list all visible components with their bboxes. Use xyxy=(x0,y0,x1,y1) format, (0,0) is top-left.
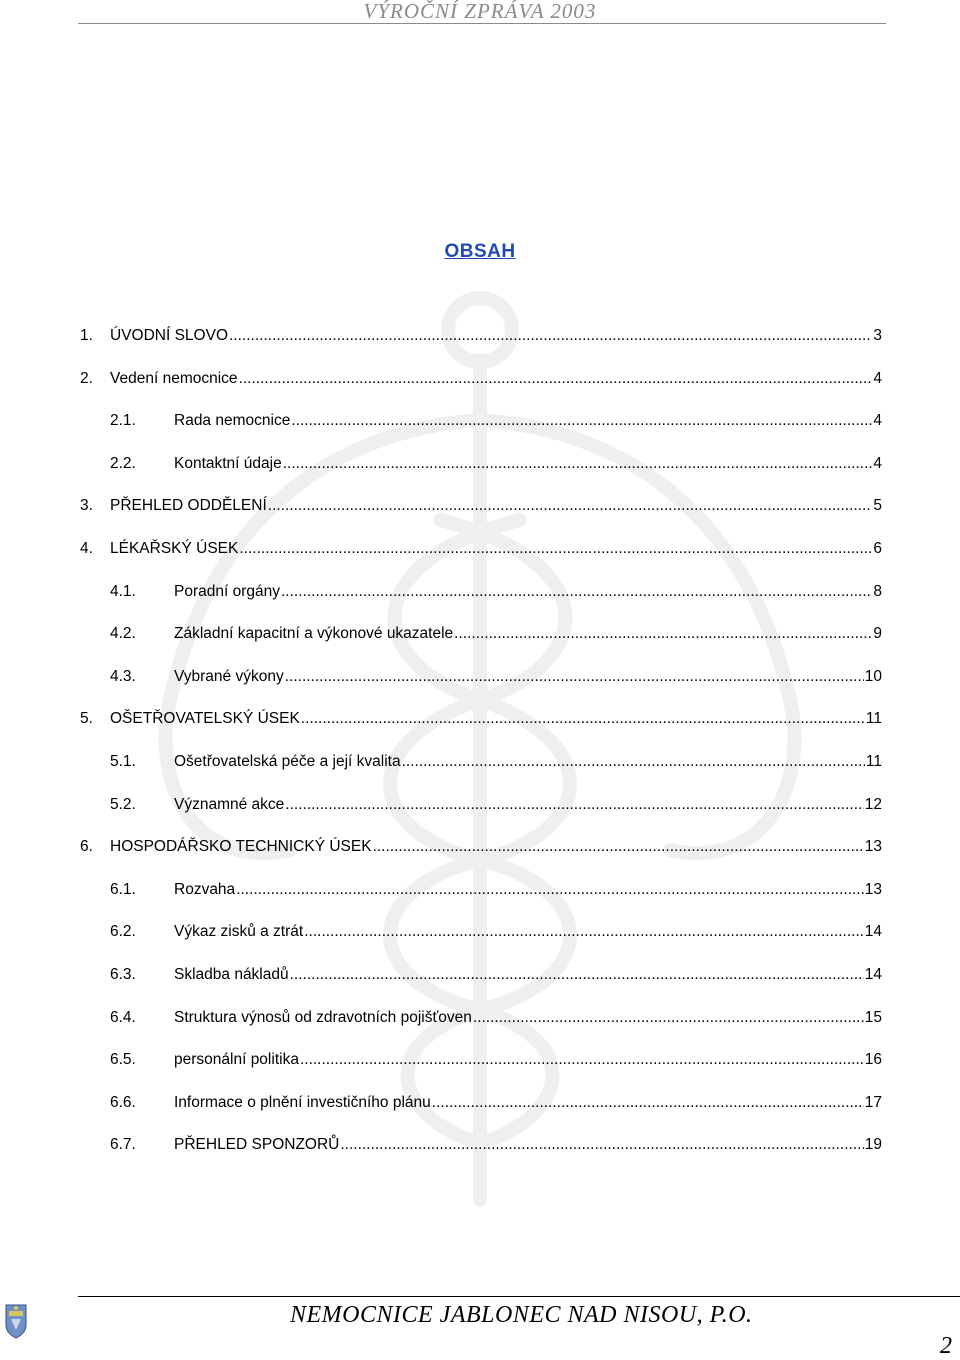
toc-leader-dots xyxy=(454,625,872,643)
toc-entry-label: Vedení nemocnice xyxy=(110,370,238,387)
toc-entry-number: 6.5. xyxy=(110,1051,136,1068)
toc-leader-dots xyxy=(304,923,864,941)
toc-entry[interactable] xyxy=(80,370,882,390)
toc-entry-page: 6 xyxy=(873,540,882,557)
toc-leader-dots xyxy=(285,668,864,686)
toc-entry[interactable] xyxy=(80,838,882,858)
toc-entry-page: 19 xyxy=(864,1136,882,1153)
toc-entry-label: Vybrané výkony xyxy=(174,668,284,685)
header-title: VÝROČNÍ ZPRÁVA 2003 xyxy=(363,0,597,23)
toc-entry-label: Struktura výnosů od zdravotních pojišťoven xyxy=(174,1009,472,1026)
toc-leader-dots xyxy=(285,796,863,814)
toc-entry-label: Rozvaha xyxy=(174,881,236,898)
toc-entry[interactable] xyxy=(110,881,882,901)
toc-entry-page: 13 xyxy=(864,838,882,855)
footer-title: NEMOCNICE JABLONEC NAD NISOU, P.O. xyxy=(290,1302,753,1328)
toc-entry[interactable] xyxy=(80,327,882,347)
toc-entry-number: 6.3. xyxy=(110,966,136,983)
toc-entry-page: 8 xyxy=(873,583,882,600)
toc-entry-number: 2. xyxy=(80,370,93,387)
toc-entry-label: HOSPODÁŘSKO TECHNICKÝ ÚSEK xyxy=(110,838,372,855)
toc-entry-page: 4 xyxy=(873,455,882,472)
toc-leader-dots xyxy=(290,966,864,984)
toc-entry[interactable] xyxy=(110,412,882,432)
toc-entry[interactable] xyxy=(110,796,882,816)
footer-rule xyxy=(78,1296,960,1297)
toc-entry-page: 9 xyxy=(873,625,882,642)
page-number: 2 xyxy=(940,1333,952,1359)
toc-entry-number: 6.2. xyxy=(110,923,136,940)
toc-entry[interactable] xyxy=(110,583,882,603)
toc-entry-label: Informace o plnění investičního plánu xyxy=(174,1094,431,1111)
toc-entry[interactable] xyxy=(110,1094,882,1114)
toc-leader-dots xyxy=(229,327,872,345)
toc-entry-number: 4.1. xyxy=(110,583,136,600)
toc-entry-label: PŘEHLED ODDĚLENÍ xyxy=(110,497,267,514)
toc-leader-dots xyxy=(473,1009,864,1027)
toc-entry-number: 6.4. xyxy=(110,1009,136,1026)
toc-entry-label: Skladba nákladů xyxy=(174,966,289,983)
toc-entry[interactable] xyxy=(110,1009,882,1029)
toc-entry-number: 2.1. xyxy=(110,412,136,429)
toc-entry-page: 14 xyxy=(864,923,882,940)
toc-entry-number: 3. xyxy=(80,497,93,514)
toc-leader-dots xyxy=(281,583,872,601)
toc-entry[interactable] xyxy=(80,710,882,730)
toc-entry[interactable] xyxy=(110,668,882,688)
toc-entry-number: 4.3. xyxy=(110,668,136,685)
toc-entry-page: 4 xyxy=(873,412,882,429)
toc-entry-number: 6.1. xyxy=(110,881,136,898)
toc-entry-label: OŠETŘOVATELSKÝ ÚSEK xyxy=(110,710,300,727)
toc-entry[interactable] xyxy=(80,540,882,560)
toc-entry[interactable] xyxy=(80,497,882,517)
toc-leader-dots xyxy=(402,753,865,771)
toc-entry-number: 5. xyxy=(80,710,93,727)
toc-entry-page: 4 xyxy=(873,370,882,387)
toc-leader-dots xyxy=(301,710,865,728)
toc-entry[interactable] xyxy=(110,966,882,986)
toc-entry-number: 4. xyxy=(80,540,93,557)
toc-leader-dots xyxy=(236,881,864,899)
hospital-crest-icon xyxy=(4,1303,28,1339)
toc-entry-page: 17 xyxy=(864,1094,882,1111)
toc-entry[interactable] xyxy=(110,455,882,475)
toc-entry[interactable] xyxy=(110,753,882,773)
toc-entry-page: 16 xyxy=(864,1051,882,1068)
toc-entry-label: LÉKAŘSKÝ ÚSEK xyxy=(110,540,239,557)
toc-entry-number: 4.2. xyxy=(110,625,136,642)
toc-leader-dots xyxy=(373,838,864,856)
toc-leader-dots xyxy=(340,1136,863,1154)
toc-entry-label: personální politika xyxy=(174,1051,299,1068)
toc-entry-label: Poradní orgány xyxy=(174,583,280,600)
toc-entry-page: 15 xyxy=(864,1009,882,1026)
toc-entry-page: 10 xyxy=(864,668,882,685)
toc-entry-number: 2.2. xyxy=(110,455,136,472)
toc-entry-page: 11 xyxy=(865,753,882,770)
toc-entry-page: 5 xyxy=(873,497,882,514)
toc-entry-page: 11 xyxy=(865,710,882,727)
toc-entry-number: 1. xyxy=(80,327,93,344)
toc-entry-label: Výkaz zisků a ztrát xyxy=(174,923,304,940)
toc-entry[interactable] xyxy=(110,1051,882,1071)
toc-entry-label: ÚVODNÍ SLOVO xyxy=(110,327,228,344)
toc-leader-dots xyxy=(283,455,873,473)
toc-leader-dots xyxy=(239,370,873,388)
toc-leader-dots xyxy=(239,540,872,558)
toc-leader-dots xyxy=(432,1094,864,1112)
toc-entry-number: 6.6. xyxy=(110,1094,136,1111)
toc-entry-label: Významné akce xyxy=(174,796,285,813)
toc-entry[interactable] xyxy=(110,1136,882,1156)
toc-entry[interactable] xyxy=(110,625,882,645)
toc-entry-number: 5.1. xyxy=(110,753,136,770)
toc-entry-page: 13 xyxy=(864,881,882,898)
toc-entry-label: PŘEHLED SPONZORŮ xyxy=(174,1136,340,1153)
toc-entry-label: Rada nemocnice xyxy=(174,412,291,429)
toc-entry-label: Ošetřovatelská péče a její kvalita xyxy=(174,753,401,770)
toc-entry-number: 6. xyxy=(80,838,93,855)
toc-entry-page: 14 xyxy=(864,966,882,983)
toc-entry-number: 6.7. xyxy=(110,1136,136,1153)
toc-title: OBSAH xyxy=(444,241,516,262)
toc-leader-dots xyxy=(291,412,872,430)
toc-entry-number: 5.2. xyxy=(110,796,136,813)
toc-entry-page: 12 xyxy=(864,796,882,813)
toc-leader-dots xyxy=(300,1051,864,1069)
toc-entry[interactable] xyxy=(110,923,882,943)
toc-entry-page: 3 xyxy=(873,327,882,344)
toc-entry-label: Kontaktní údaje xyxy=(174,455,282,472)
toc-leader-dots xyxy=(268,497,873,515)
toc-entry-label: Základní kapacitní a výkonové ukazatele xyxy=(174,625,454,642)
